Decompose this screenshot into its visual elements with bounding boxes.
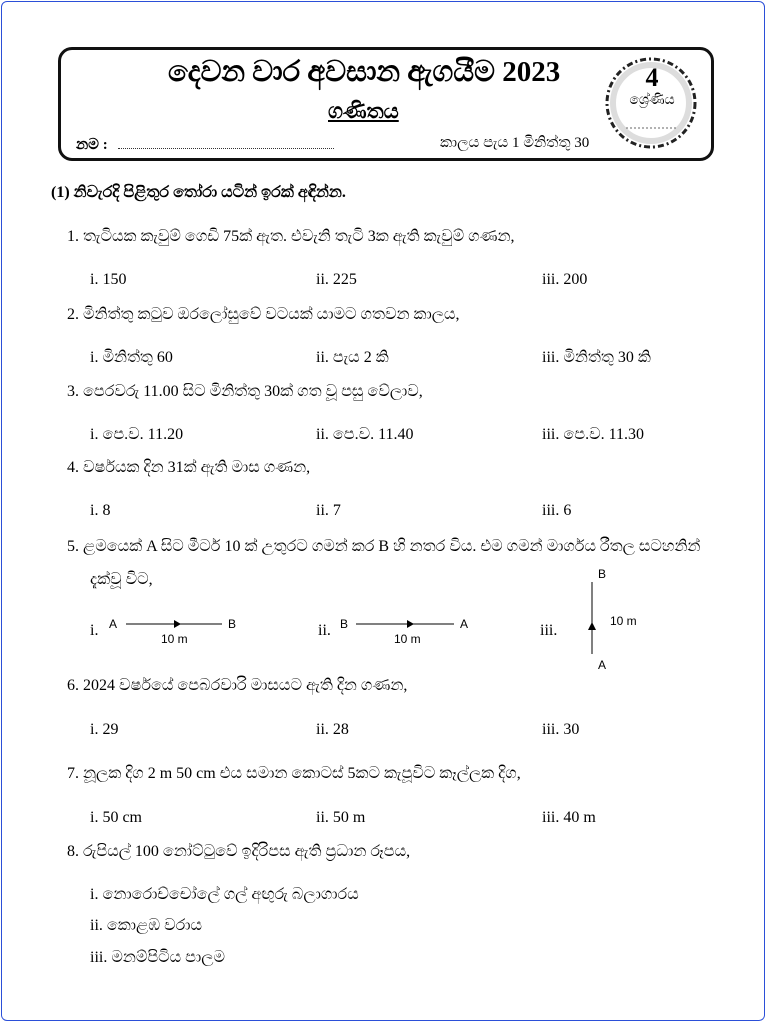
q8-option-1[interactable]: i. නොරොච්චෝලේ ගල් අඟුරු බලාගාරය (90, 886, 359, 903)
time-label: කාලය පැය 1 මිනිත්තු 30 (440, 135, 590, 151)
q6-option-1[interactable]: i. 29 (90, 721, 119, 738)
q7-option-1[interactable]: i. 50 cm (90, 809, 142, 826)
q5-d2-start-label: B (340, 617, 349, 631)
name-field[interactable] (118, 148, 334, 149)
question-6: 6. 2024 වර්ෂයේ පෙබරවාරි මාසයට ඇති දින ගණන, (67, 677, 408, 694)
q5-diagram-3 (578, 564, 648, 674)
q5-d2-length-label: 10 m (394, 632, 421, 646)
question-1: 1. තැටියක කැවුම් ගෙඩි 75ක් ඇත. එවැනි තැටි 3ක ඇති කැවුම් ගණන, (67, 228, 515, 245)
q7-option-3[interactable]: iii. 40 m (542, 809, 596, 826)
q5-d1-start-label: A (109, 617, 118, 631)
q2-option-1[interactable]: i. මිනිත්තු 60 (90, 349, 173, 366)
q5-option-3[interactable]: iii. (540, 622, 558, 639)
question-2: 2. මිනිත්තු කටුව ඔරලෝසුවේ වටයක් යාමට ගතවන කාලය, (67, 306, 460, 323)
grade-number: 4 (645, 63, 659, 92)
q5-d2-end-label: A (460, 617, 469, 631)
q3-option-3[interactable]: iii. පෙ.ව. 11.30 (542, 426, 644, 443)
subject-title: ගණිතය (328, 99, 399, 123)
q4-option-2[interactable]: ii. 7 (316, 502, 341, 519)
question-4: 4. වර්ෂයක දින 31ක් ඇති මාස ගණන, (67, 459, 311, 476)
q1-option-1[interactable]: i. 150 (90, 271, 127, 288)
q5-d1-end-label: B (228, 617, 237, 631)
question-3: 3. පෙරවරු 11.00 සිට මිනිත්තු 30ක් ගත වූ පසු වේලාව, (67, 383, 423, 400)
q7-option-2[interactable]: ii. 50 m (316, 809, 366, 826)
question-8: 8. රුපියල් 100 නෝට්ටුවේ ඉදිරිපස ඇති ප්‍රධාන රූපය, (67, 843, 411, 860)
exam-title: දෙවන වාර අවසාන ඇගයීම 2023 (168, 56, 561, 88)
q6-option-3[interactable]: iii. 30 (542, 721, 580, 738)
q1-option-2[interactable]: ii. 225 (316, 271, 357, 288)
q2-option-3[interactable]: iii. මිනිත්තු 30 කි (542, 349, 651, 366)
question-7: 7. නූලක දිග 2 m 50 cm එය සමාන කොටස් 5කට කැපූවිට කෑල්ලක දිග, (67, 765, 521, 782)
name-label: නම : (76, 137, 108, 153)
q5-d3-top-label: B (598, 567, 607, 581)
question-5-line2: දැක්වූ විට, (90, 571, 153, 588)
q5-diagram-2 (336, 612, 476, 648)
q4-option-3[interactable]: iii. 6 (542, 502, 572, 519)
q5-option-1[interactable]: i. (90, 622, 99, 639)
q3-option-1[interactable]: i. පෙ.ව. 11.20 (90, 426, 184, 443)
q5-option-2[interactable]: ii. (318, 622, 331, 639)
q1-option-3[interactable]: iii. 200 (542, 271, 588, 288)
q6-option-2[interactable]: ii. 28 (316, 721, 349, 738)
q4-option-1[interactable]: i. 8 (90, 502, 111, 519)
q3-option-2[interactable]: ii. පෙ.ව. 11.40 (316, 426, 414, 443)
section-instruction: (1) නිවැරදි පිළිතුර තෝරා යටින් ඉරක් අඳින්න. (51, 184, 346, 201)
grade-label: ශ්‍රේණිය (629, 93, 675, 108)
q8-option-3[interactable]: iii. මනම්පිටිය පාලම (90, 949, 225, 966)
q5-d1-length-label: 10 m (161, 632, 188, 646)
question-5: 5. ළමයෙක් A සිට මීටර් 10 ක් උතුරට ගමන් කර B හි නතර විය. එම ගමන් මාර්ගය රීතල සටහනින් (67, 538, 701, 555)
q5-d3-bottom-label: A (598, 658, 607, 672)
q8-option-2[interactable]: ii. කොළඹ වරාය (90, 917, 203, 934)
q5-d3-length-label: 10 m (610, 614, 637, 628)
q2-option-2[interactable]: ii. පැය 2 කි (316, 349, 389, 366)
q5-diagram-1 (104, 612, 244, 648)
